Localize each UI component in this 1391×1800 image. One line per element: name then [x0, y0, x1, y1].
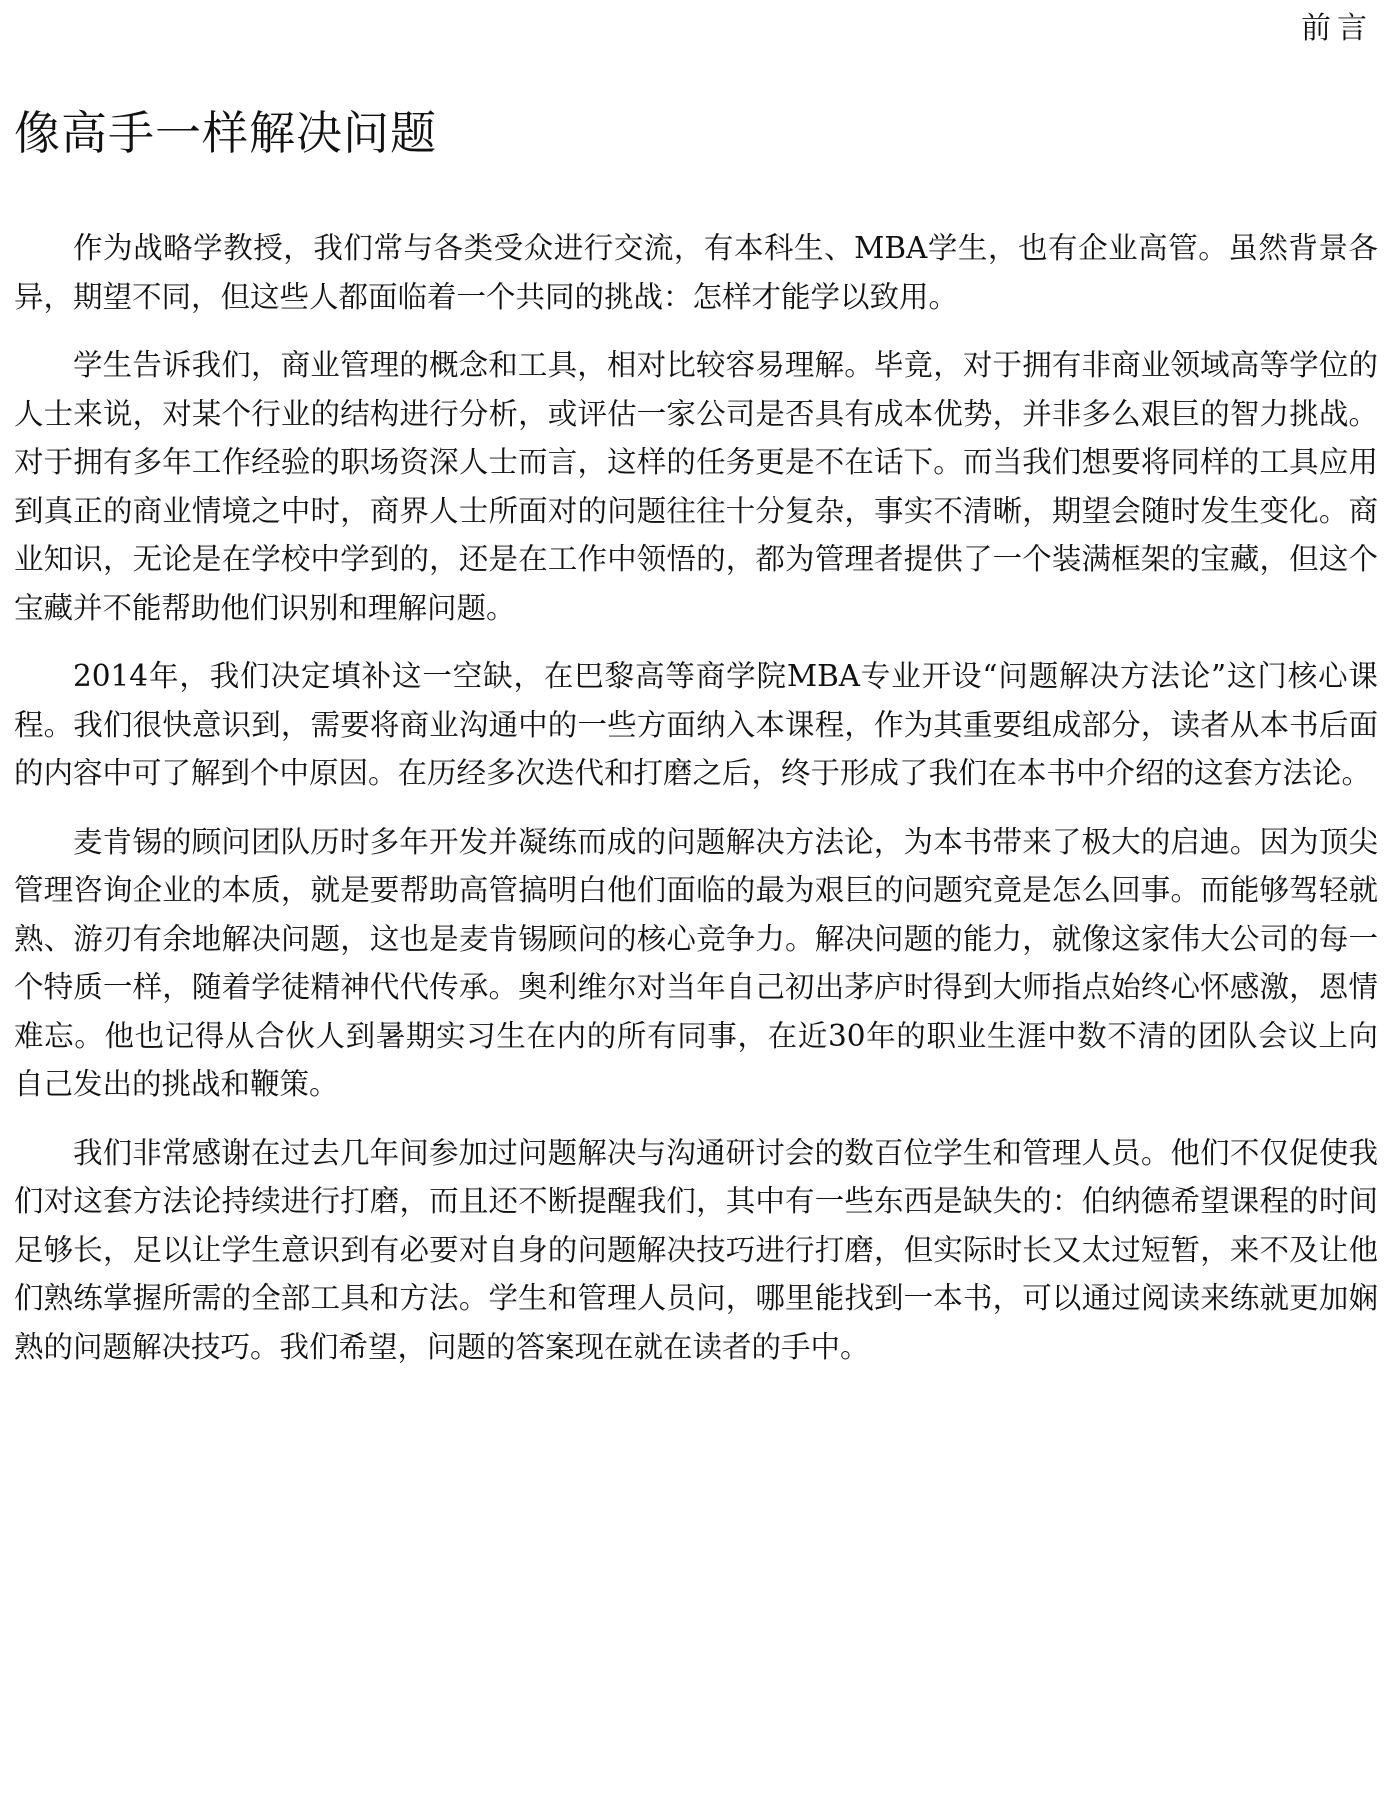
- paragraph-5: 我们非常感谢在过去几年间参加过问题解决与沟通研讨会的数百位学生和管理人员。他们不仅促使我们对这套方法论持续进行打磨，而且还不断提醒我们，其中有一些东西是缺失的：伯纳德希望课程的时间足够长，足以让学生意识到有必要对自身的问题解决技巧进行打磨，但实际时长又太过短暂，来不及让他们熟练掌握所需的全部工具和方法。学生和管理人员问，哪里能找到一本书，可以通过阅读来练就更加娴熟的问题解决技巧。我们希望，问题的答案现在就在读者的手中。: [14, 1135, 1378, 1364]
- paragraph-2: 学生告诉我们，商业管理的概念和工具，相对比较容易理解。毕竟，对于拥有非商业领域高等学位的人士来说，对某个行业的结构进行分析，或评估一家公司是否具有成本优势，并非多么艰巨的智力挑战。对于拥有多年工作经验的职场资深人士而言，这样的任务更是不在话下。而当我们想要将同样的工具应用到真正的商业情境之中时，商界人士所面对的问题往往十分复杂，事实不清晰，期望会随时发生变化。商业知识，无论是在学校中学到的，还是在工作中领悟的，都为管理者提供了一个装满框架的宝藏，但这个宝藏并不能帮助他们识别和理解问题。: [14, 348, 1378, 625]
- chapter-title: 像高手一样解决问题: [14, 106, 437, 160]
- paragraph-1: 作为战略学教授，我们常与各类受众进行交流，有本科生、MBA学生，也有企业高管。虽然背景各异，期望不同，但这些人都面临着一个共同的挑战：怎样才能学以致用。: [14, 231, 1378, 314]
- running-header: 前言: [1301, 11, 1373, 46]
- body-text: [14, 224, 1378, 1391]
- paragraph-3: 2014年，我们决定填补这一空缺，在巴黎高等商学院MBA专业开设“问题解决方法论”这门核心课程。我们很快意识到，需要将商业沟通中的一些方面纳入本课程，作为其重要组成部分，读者从本书后面的内容中可了解到个中原因。在历经多次迭代和打磨之后，终于形成了我们在本书中介绍的这套方法论。: [14, 659, 1378, 790]
- paragraph-4: 麦肯锡的顾问团队历时多年开发并凝练而成的问题解决方法论，为本书带来了极大的启迪。因为顶尖管理咨询企业的本质，就是要帮助高管搞明白他们面临的最为艰巨的问题究竟是怎么回事。而能够驾轻就熟、游刃有余地解决问题，这也是麦肯锡顾问的核心竞争力。解决问题的能力，就像这家伟大公司的每一个特质一样，随着学徒精神代代传承。奥利维尔对当年自己初出茅庐时得到大师指点始终心怀感激，恩情难忘。他也记得从合伙人到暑期实习生在内的所有同事，在近30年的职业生涯中数不清的团队会议上向自己发出的挑战和鞭策。: [14, 824, 1378, 1101]
